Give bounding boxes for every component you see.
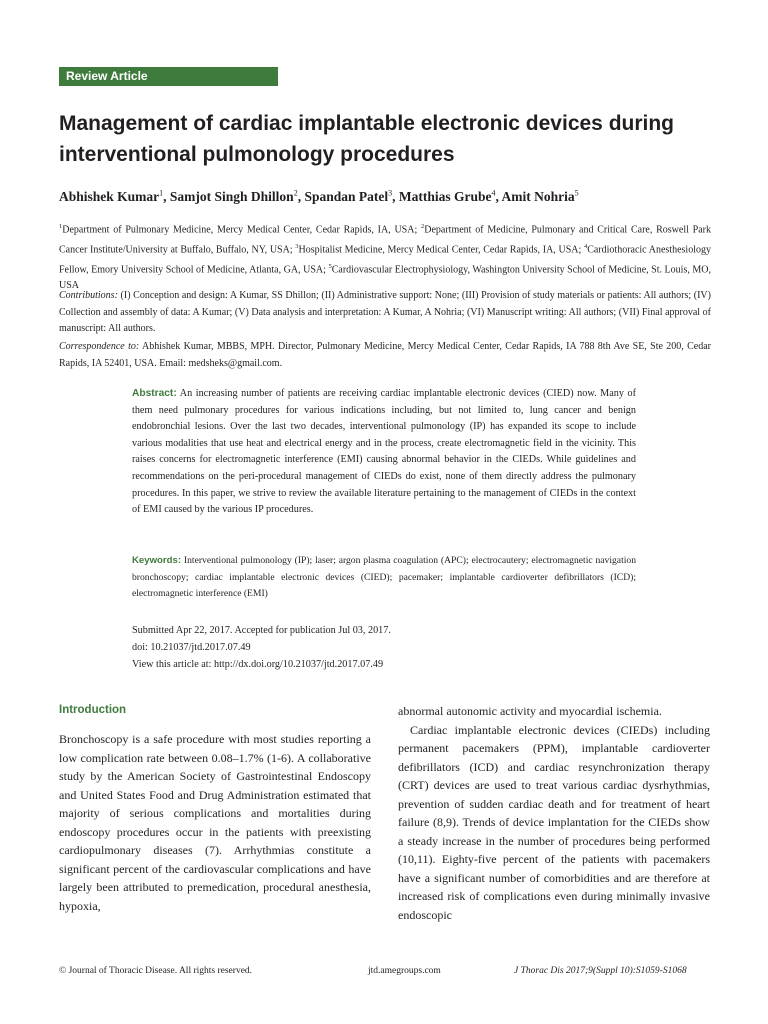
affiliations: $^1$Department of Pulmonary Medicine, Mercy Medical Center, Cedar Rapids, IA, USA; $^2$Department of Medicine, Pulmonary and Critical Care, Roswell Park Cancer Institute/University at Buffalo, Buffalo, NY, USA; $^3$Hospitalist Medicine, Mercy Medical Center, Cedar Rapids, IA, USA; $^4$Cardiothoracic Anesthesiology Fellow, Emory University School of Medicine, Atlanta, GA, USA; $^5$Cardiovascular Electrophysiology, Washington University School of Medicine, St. Louis, MO, USA xyxy=(59,223,711,292)
author-list xyxy=(59,183,719,207)
article-title: Management of cardiac implantable electronic devices during interventional pulmonology procedures xyxy=(59,112,675,166)
section-heading-introduction: Introduction xyxy=(59,704,127,716)
author: Samjot Singh Dhillon$^2$, xyxy=(169,188,305,204)
footer-copyright: © Journal of Thoracic Disease. All rights reserved. xyxy=(59,966,253,976)
abstract-label: Abstract: xyxy=(132,388,177,399)
left-column xyxy=(59,730,371,915)
abstract: Abstract: An increasing number of patients are receiving cardiac implantable electronic devices (CIED) now. Many of them need pulmonary procedures for various indications including, but not limited to, lung cancer and benign endobronchial lesions. Over the last two decades, interventional pulmonology (IP) has expanded its scope to include various modalities that use heat and electrical energy and in the process, create electromagnetic field in the vicinity. This raises concerns for electromagnetic interference (EMI) causing abnormal behavior in the CIEDs. While guidelines and recommendations on the peri-procedural management of CIEDs do exist, none of them directly address the pulmonary procedures. In this paper, we strive to review the available literature pertaining to the management of CIEDs in the context of EMI caused by the various IP procedures. xyxy=(132,388,636,516)
contributions: Contributions: (I) Conception and design: A Kumar, SS Dhillon; (II) Administrative support: None; (III) Provision of study materials or patients: All authors; (IV) Collection and assembly of data: A Kumar; (V) Data analysis and interpretation: A Kumar, A Nohria; (VI) Manuscript writing: All authors; (VII) Final approval of manuscript: All authors. xyxy=(59,290,711,334)
submission-info xyxy=(132,622,636,673)
author: Spandan Patel$^3$, xyxy=(304,188,399,204)
paragraph: Cardiac implantable electronic devices (CIEDs) including permanent pacemakers (PPM), implantable cardioverter defibrillators (ICD) and cardiac resynchronization therapy (CRT) devices are used to treat various cardiac dysrhythmias, prevention of sudden cardiac death and for treatment of heart failure (8,9). Trends of device implantation for the CIEDs show a steady increase in the number of procedures being performed (10,11). Eighty-five percent of the patients with pacemakers have a significant number of comorbidities and are therefore at increased risk of complications even during minimally invasive endoscopic xyxy=(398,722,710,922)
footer-website[interactable]: jtd.amegroups.com xyxy=(368,966,441,976)
article-url[interactable]: View this article at: http://dx.doi.org/10.21037/jtd.2017.07.49 xyxy=(132,659,384,670)
correspondence: Correspondence to: Abhishek Kumar, MBBS, MPH. Director, Pulmonary Medicine, Mercy Medical Center, Cedar Rapids, IA 788 8th Ave SE, Ste 200, Cedar Rapids, IA 52401, USA. Email: medsheks@gmail.com. xyxy=(59,341,711,369)
footer-citation: J Thorac Dis 2017;9(Suppl 10):S1059-S1068 xyxy=(514,966,687,976)
author: Matthias Grube$^4$, xyxy=(398,188,502,204)
contributions-label: Contributions: xyxy=(59,290,118,301)
doi: doi: 10.21037/jtd.2017.07.49 xyxy=(132,642,251,653)
author: Amit Nohria$^5$ xyxy=(501,188,579,204)
paragraph: Bronchoscopy is a safe procedure with most studies reporting a low complication rate between 0.08–1.7% (1-6). A collaborative study by the American Society of Gastrointestinal Endoscopy and United States Food and Drug Administration estimated that majority of serious complications and mortalities during endoscopy procedures occur in the patients with preexisting cardiopulmonary diseases (7). Arrhythmias constitute a significant percent of the cardiovascular complications and have largely been attributed to premedication, procedural anesthesia, hypoxia, xyxy=(59,732,371,913)
keywords: Keywords: Interventional pulmonology (IP); laser; argon plasma coagulation (APC); electrocautery; electromagnetic navigation bronchoscopy; cardiac implantable electronic devices (CIED); pacemaker; implantable cardioverter defibrillators (ICD); electromagnetic interference (EMI) xyxy=(132,555,636,600)
keywords-label: Keywords: xyxy=(132,555,182,566)
paragraph: abnormal autonomic activity and myocardial ischemia. xyxy=(398,704,662,718)
right-column xyxy=(398,702,710,924)
article-type-badge: Review Article xyxy=(59,67,278,86)
correspondence-label: Correspondence to: xyxy=(59,341,140,352)
author: Abhishek Kumar$^1$, xyxy=(59,188,170,204)
submission-dates: Submitted Apr 22, 2017. Accepted for publication Jul 03, 2017. xyxy=(132,625,391,636)
